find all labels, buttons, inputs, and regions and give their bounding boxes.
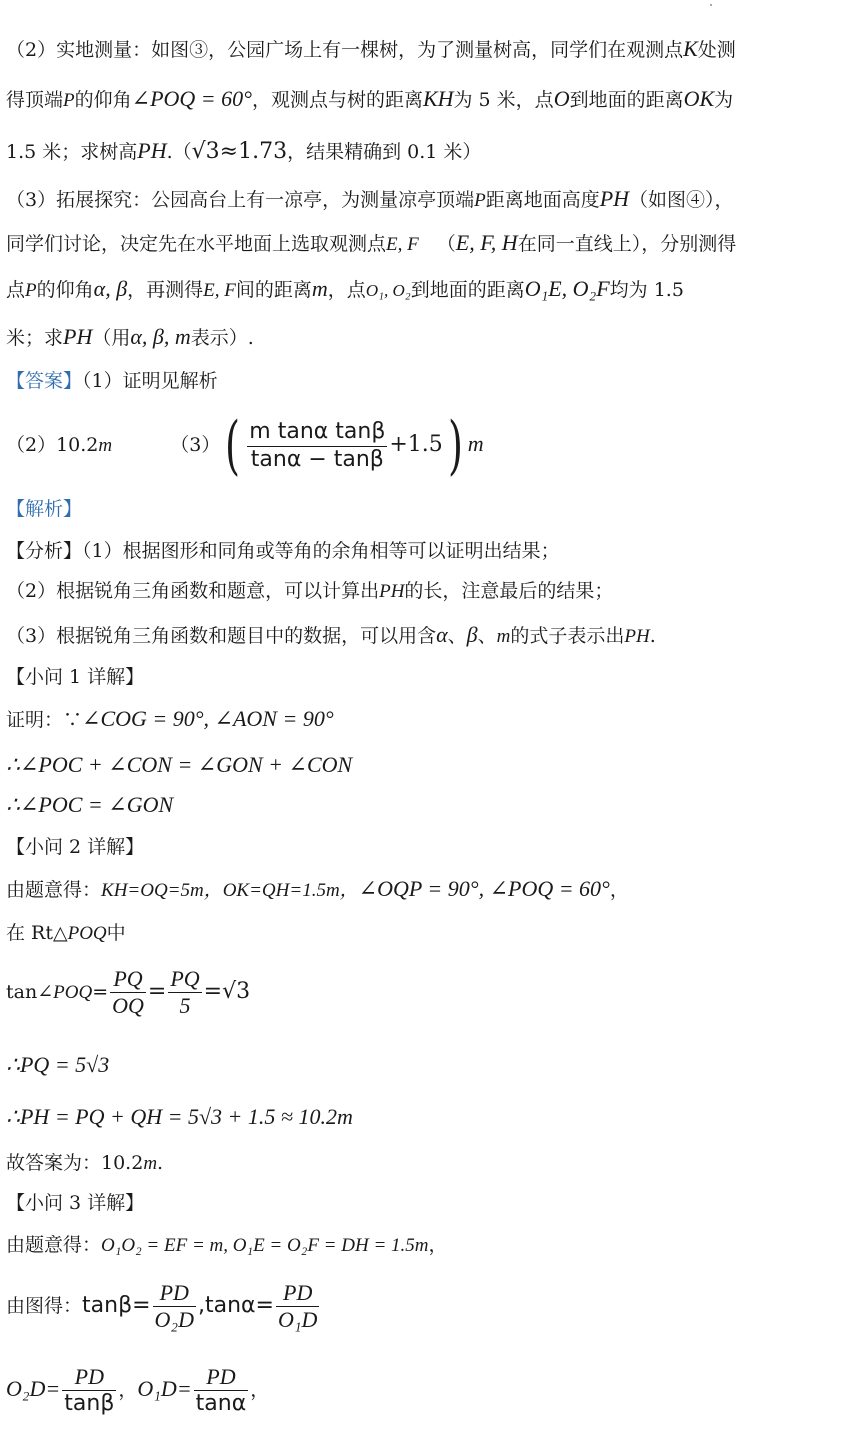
unit-m: m — [143, 1153, 158, 1174]
q2-text: ，观测点与树的距离 — [251, 89, 423, 111]
alpha-beta: α, β — [93, 276, 128, 301]
analysis-text: 、 — [477, 625, 497, 647]
part1-line-2: ∴∠POC + ∠CON = ∠GON + ∠CON — [6, 752, 353, 777]
q3-text: 同学们讨论，决定先在水平地面上选取观测点 — [6, 233, 387, 255]
q3-text: 的仰角 — [36, 279, 94, 301]
q3-text: 均为 1.5 — [609, 279, 684, 301]
solution-text: ， — [609, 879, 629, 901]
o1e-o2f: O₁E, O₂F — [524, 276, 610, 301]
q2-text: 为 5 米，点 — [453, 89, 554, 111]
fraction-numerator: PD — [159, 1280, 189, 1305]
part3-line-3 — [6, 1364, 269, 1418]
answer-2-3 — [6, 409, 484, 483]
points-ef: E, F — [203, 280, 236, 301]
right-paren: ) — [447, 409, 463, 483]
q3-text: 距离地面高度 — [485, 189, 600, 211]
fraction-denominator: O₂D — [154, 1307, 194, 1333]
point-p: P — [474, 190, 486, 211]
point-o: O — [553, 86, 570, 111]
given-values: O₁O₂ = EF = m, O₁E = O₂F = DH = 1.5m — [101, 1235, 429, 1256]
q2-line-2 — [6, 86, 733, 113]
part1-title: 【小问 1 详解】 — [6, 666, 145, 688]
fraction-pd-tanbeta — [62, 1364, 116, 1418]
q3-text: ，点 — [327, 279, 366, 301]
fraction-pd-tanalpha — [194, 1364, 249, 1418]
fraction-pd-o1d — [276, 1280, 319, 1334]
fraction-denominator: tanβ — [64, 1391, 115, 1417]
q3-text: （ — [436, 233, 456, 255]
fraction-numerator: PD — [283, 1280, 313, 1305]
ph: PH — [379, 581, 405, 602]
approx: ≈1.73 — [219, 139, 288, 164]
part2-title: 【小问 2 详解】 — [6, 836, 145, 858]
fraction-denominator: OQ — [112, 993, 144, 1019]
part1-line-1 — [6, 706, 334, 732]
fraction-numerator: PQ — [113, 966, 143, 991]
q3-line-3 — [6, 276, 684, 303]
left-paren: ( — [225, 409, 241, 483]
unit-m: m — [98, 435, 113, 456]
triangle-poq: POQ — [67, 923, 107, 944]
fraction-numerator: m tanα tanβ — [249, 419, 386, 445]
answer-tag: 【答案】 — [6, 370, 83, 392]
ok: OK — [683, 86, 715, 111]
fraction-pq-5 — [168, 966, 201, 1020]
part1-line-3: ∴∠POC = ∠GON — [6, 792, 174, 817]
answer-1: （1）证明见解析 — [82, 370, 218, 392]
solution-text: . — [157, 1152, 164, 1174]
plus-1-5: +1.5 — [389, 432, 443, 457]
fraction-denominator: O₁D — [277, 1307, 318, 1333]
fraction-pd-o2d — [153, 1280, 196, 1334]
tan-alpha: ,tanα= — [197, 1292, 274, 1318]
fraction-denominator: 5 — [168, 992, 201, 1019]
fraction-denominator: tanα − tanβ — [247, 446, 387, 473]
solution-text: 中 — [106, 922, 126, 944]
unit-m: m — [467, 431, 484, 456]
answer-3-fraction — [247, 419, 387, 473]
point-p: P — [63, 90, 75, 111]
ph: PH — [137, 138, 167, 163]
part2-line-2 — [6, 922, 126, 946]
sqrt3: √3 — [191, 139, 220, 164]
analysis-text: 、 — [447, 625, 467, 647]
point-k: K — [683, 36, 698, 61]
solution-text: ， — [118, 1378, 138, 1401]
analysis-3 — [6, 622, 656, 649]
angle-poq: ∠POQ = 60° — [131, 86, 252, 111]
q3-text: 在同一直线上），分别测得 — [517, 233, 737, 255]
alpha-beta-m: α, β, m — [130, 324, 191, 349]
equals: = — [147, 978, 167, 1004]
q2-text: 为 — [714, 89, 734, 111]
q2-line-1 — [6, 36, 736, 62]
q2-text: 处测 — [697, 39, 736, 61]
q3-text: 点 — [6, 279, 26, 301]
q3-text: 表示）. — [190, 327, 254, 349]
given-values: KH=OQ=5m，OK=QH=1.5m， — [101, 880, 359, 901]
scan-speck — [710, 4, 712, 6]
analysis-text: （2）根据锐角三角函数和题意，可以计算出 — [6, 580, 380, 602]
solution-text: 故答案为：10.2 — [6, 1152, 144, 1174]
q2-text: 的仰角 — [74, 89, 132, 111]
q2-text: （2）实地测量：如图③，公园广场上有一棵树，为了测量树高，同学们在观测点 — [6, 39, 684, 61]
q2-text: 得顶端 — [6, 89, 64, 111]
solution-text: ， — [428, 1234, 448, 1256]
fraction-numerator: PD — [206, 1364, 236, 1389]
var-m: m — [311, 276, 328, 301]
answer-2: （2）10.2 — [6, 434, 99, 456]
o1d: O₁D= — [137, 1375, 192, 1401]
q3-line-2 — [6, 230, 736, 257]
given-angles: ∠OQP = 90°, ∠POQ = 60° — [358, 876, 610, 901]
q3-text: 到地面的距离 — [410, 279, 525, 301]
solution-text: 由题意得： — [6, 1234, 102, 1256]
analysis-1: 【分析】（1）根据图形和同角或等角的余角相等可以证明出结果； — [6, 540, 560, 562]
ph: PH — [63, 324, 93, 349]
beta: β — [466, 622, 478, 647]
proof-text: 证明：∵ — [6, 709, 83, 731]
part2-line-3 — [6, 966, 250, 1020]
q3-text: （如图④）， — [629, 189, 734, 211]
solution-text: 在 Rt△ — [6, 922, 68, 944]
part2-line-5: ∴PH = PQ + QH = 5√3 + 1.5 ≈ 10.2m — [6, 1104, 353, 1129]
analysis-text: 的式子表示出 — [510, 625, 625, 647]
q3-line-4 — [6, 324, 254, 350]
fraction-numerator: PQ — [170, 966, 200, 991]
analysis-2 — [6, 580, 613, 604]
analysis-text: （3）根据锐角三角函数和题目中的数据，可以用含 — [6, 625, 437, 647]
kh: KH — [422, 86, 454, 111]
fraction-pq-oq — [110, 966, 146, 1020]
proof-given: ∠COG = 90°, ∠AON = 90° — [82, 706, 334, 731]
solution-text: ， — [250, 1378, 270, 1401]
analysis-text: . — [649, 625, 656, 647]
q2-text: 1.5 米；求树高 — [6, 141, 138, 163]
part3-line-2 — [6, 1280, 321, 1334]
answer-line — [6, 370, 218, 393]
q3-text: 米；求 — [6, 327, 64, 349]
q2-text: 到地面的距离 — [569, 89, 684, 111]
part2-line-4: ∴PQ = 5√3 — [6, 1052, 110, 1077]
q3-text: （用 — [92, 327, 131, 349]
part2-line-1 — [6, 876, 629, 903]
ph: PH — [624, 626, 650, 647]
part2-line-6 — [6, 1152, 163, 1176]
analysis-text: 的长，注意最后的结果； — [404, 580, 614, 602]
var-m: m — [496, 626, 511, 647]
q3-line-1 — [6, 186, 734, 213]
points-o1o2: O₁, O₂ — [365, 281, 411, 300]
equals: = — [92, 980, 109, 1003]
point-p: P — [25, 280, 37, 301]
solution-text: 由图得： — [6, 1294, 83, 1317]
o2d: O₂D= — [6, 1375, 61, 1401]
q3-text: ，再测得 — [127, 279, 204, 301]
fraction-denominator: tanα — [195, 1391, 247, 1417]
solution-text: 由题意得： — [6, 879, 102, 901]
q2-text: ，结果精确到 0.1 米） — [287, 141, 482, 163]
q2-text: .（ — [166, 141, 192, 163]
fraction-numerator: PD — [74, 1364, 104, 1389]
ph: PH — [599, 186, 630, 211]
q2-line-3 — [6, 138, 481, 165]
part3-title: 【小问 3 详解】 — [6, 1192, 145, 1214]
answer-3: （3） — [170, 434, 221, 456]
q3-text: （3）拓展探究：公园高台上有一凉亭，为测量凉亭顶端 — [6, 189, 475, 211]
solution-text: tan∠ — [6, 980, 54, 1003]
q3-text: 间的距离 — [235, 279, 312, 301]
sqrt3: √3 — [222, 978, 251, 1004]
tan-beta: tanβ= — [82, 1292, 151, 1318]
points-efh: E, F, H — [455, 230, 518, 255]
equals: = — [203, 978, 223, 1004]
alpha: α — [436, 622, 448, 647]
analysis-tag: 【解析】 — [6, 498, 83, 520]
angle-poq: POQ — [53, 981, 93, 1003]
part3-line-1 — [6, 1234, 448, 1258]
points-ef: E, F — [386, 234, 419, 255]
